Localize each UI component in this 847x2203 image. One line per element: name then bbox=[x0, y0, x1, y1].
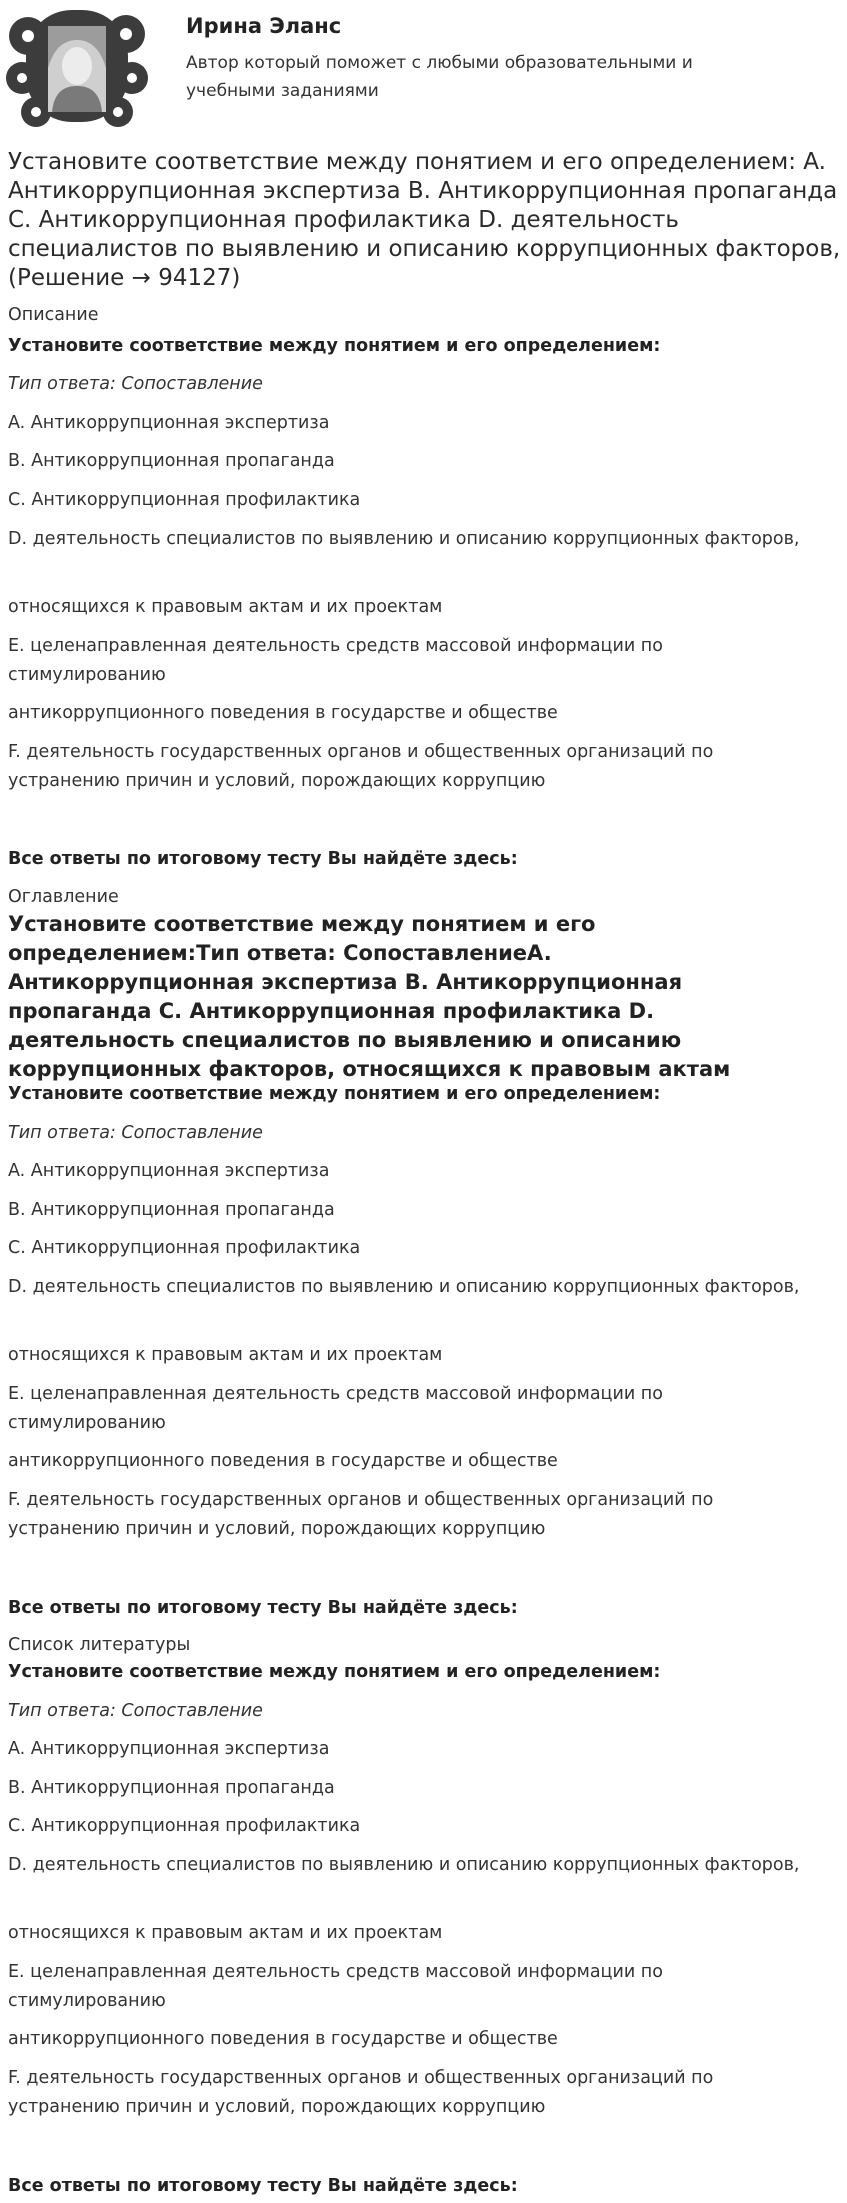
option-b: B. Антикоррупционная пропаганда bbox=[8, 1778, 335, 1798]
option-f: F. деятельность государственных органов и общественных организаций по устранению причин и условий, порождающих коррупцию bbox=[8, 742, 714, 791]
all-answers-link[interactable]: Все ответы по итоговому тесту Вы найдёте здесь: bbox=[8, 2176, 518, 2196]
option-a: A. Антикоррупционная экспертиза bbox=[8, 413, 330, 433]
option-d: D. деятельность специалистов по выявлению и описанию коррупционных факторов, bbox=[8, 1855, 800, 1875]
option-f: F. деятельность государственных органов и общественных организаций по устранению причин и условий, порождающих коррупцию bbox=[8, 2068, 714, 2117]
option-d-continuation: относящихся к правовым актам и их проектам bbox=[8, 597, 443, 617]
option-b: B. Антикоррупционная пропаганда bbox=[8, 1200, 335, 1220]
option-c: C. Антикоррупционная профилактика bbox=[8, 1816, 361, 1836]
author-card bbox=[0, 0, 847, 140]
option-b: B. Антикоррупционная пропаганда bbox=[8, 451, 335, 471]
author-name: Ирина Эланс bbox=[186, 14, 342, 38]
question-heading: Установите соответствие между понятием и его определением: bbox=[8, 1084, 661, 1104]
question-heading: Установите соответствие между понятием и его определением: bbox=[8, 336, 661, 356]
page-title: Установите соответствие между понятием и его определением: A. Антикоррупционная экспертиза B. Антикоррупционная пропаганда C. Антикоррупционная профилактика D. деятельность специалистов по выявлению и описанию коррупционных факторов, (Решение → 94127) bbox=[8, 149, 841, 291]
option-d: D. деятельность специалистов по выявлению и описанию коррупционных факторов, bbox=[8, 529, 800, 549]
answer-type: Тип ответа: Сопоставление bbox=[8, 1123, 263, 1143]
option-e-continuation: антикоррупционного поведения в государстве и обществе bbox=[8, 703, 558, 723]
answer-type: Тип ответа: Сопоставление bbox=[8, 374, 263, 394]
option-e: E. целенаправленная деятельность средств массовой информации по стимулированию bbox=[8, 1384, 663, 1433]
option-d: D. деятельность специалистов по выявлению и описанию коррупционных факторов, bbox=[8, 1277, 800, 1297]
section-label-description: Описание bbox=[8, 305, 99, 325]
option-f: F. деятельность государственных органов и общественных организаций по устранению причин и условий, порождающих коррупцию bbox=[8, 1490, 714, 1539]
option-a: A. Антикоррупционная экспертиза bbox=[8, 1739, 330, 1759]
author-description: Автор который поможет с любыми образовательными и учебными заданиями bbox=[186, 53, 693, 101]
question-heading: Установите соответствие между понятием и его определением: bbox=[8, 1662, 661, 1682]
toc-title: Установите соответствие между понятием и его определением:Тип ответа: СопоставлениеA. Антикоррупционная экспертиза B. Антикоррупционная пропаганда C. Антикоррупционная профилактика D. деятельность специалистов по выявлению и описанию коррупционных факторов, относящихся к правовым актам bbox=[8, 912, 731, 1081]
author-avatar bbox=[6, 6, 148, 130]
option-d-continuation: относящихся к правовым актам и их проектам bbox=[8, 1923, 443, 1943]
option-e-continuation: антикоррупционного поведения в государстве и обществе bbox=[8, 1451, 558, 1471]
option-e: E. целенаправленная деятельность средств массовой информации по стимулированию bbox=[8, 636, 663, 685]
option-c: C. Антикоррупционная профилактика bbox=[8, 1238, 361, 1258]
answer-type: Тип ответа: Сопоставление bbox=[8, 1701, 263, 1721]
all-answers-link[interactable]: Все ответы по итоговому тесту Вы найдёте здесь: bbox=[8, 849, 518, 869]
all-answers-link[interactable]: Все ответы по итоговому тесту Вы найдёте здесь: bbox=[8, 1598, 518, 1618]
option-d-continuation: относящихся к правовым актам и их проектам bbox=[8, 1345, 443, 1365]
section-label-toc: Оглавление bbox=[8, 887, 119, 907]
option-e: E. целенаправленная деятельность средств массовой информации по стимулированию bbox=[8, 1962, 663, 2011]
option-a: A. Антикоррупционная экспертиза bbox=[8, 1161, 330, 1181]
option-e-continuation: антикоррупционного поведения в государстве и обществе bbox=[8, 2029, 558, 2049]
section-label-references: Список литературы bbox=[8, 1635, 191, 1655]
option-c: C. Антикоррупционная профилактика bbox=[8, 490, 361, 510]
